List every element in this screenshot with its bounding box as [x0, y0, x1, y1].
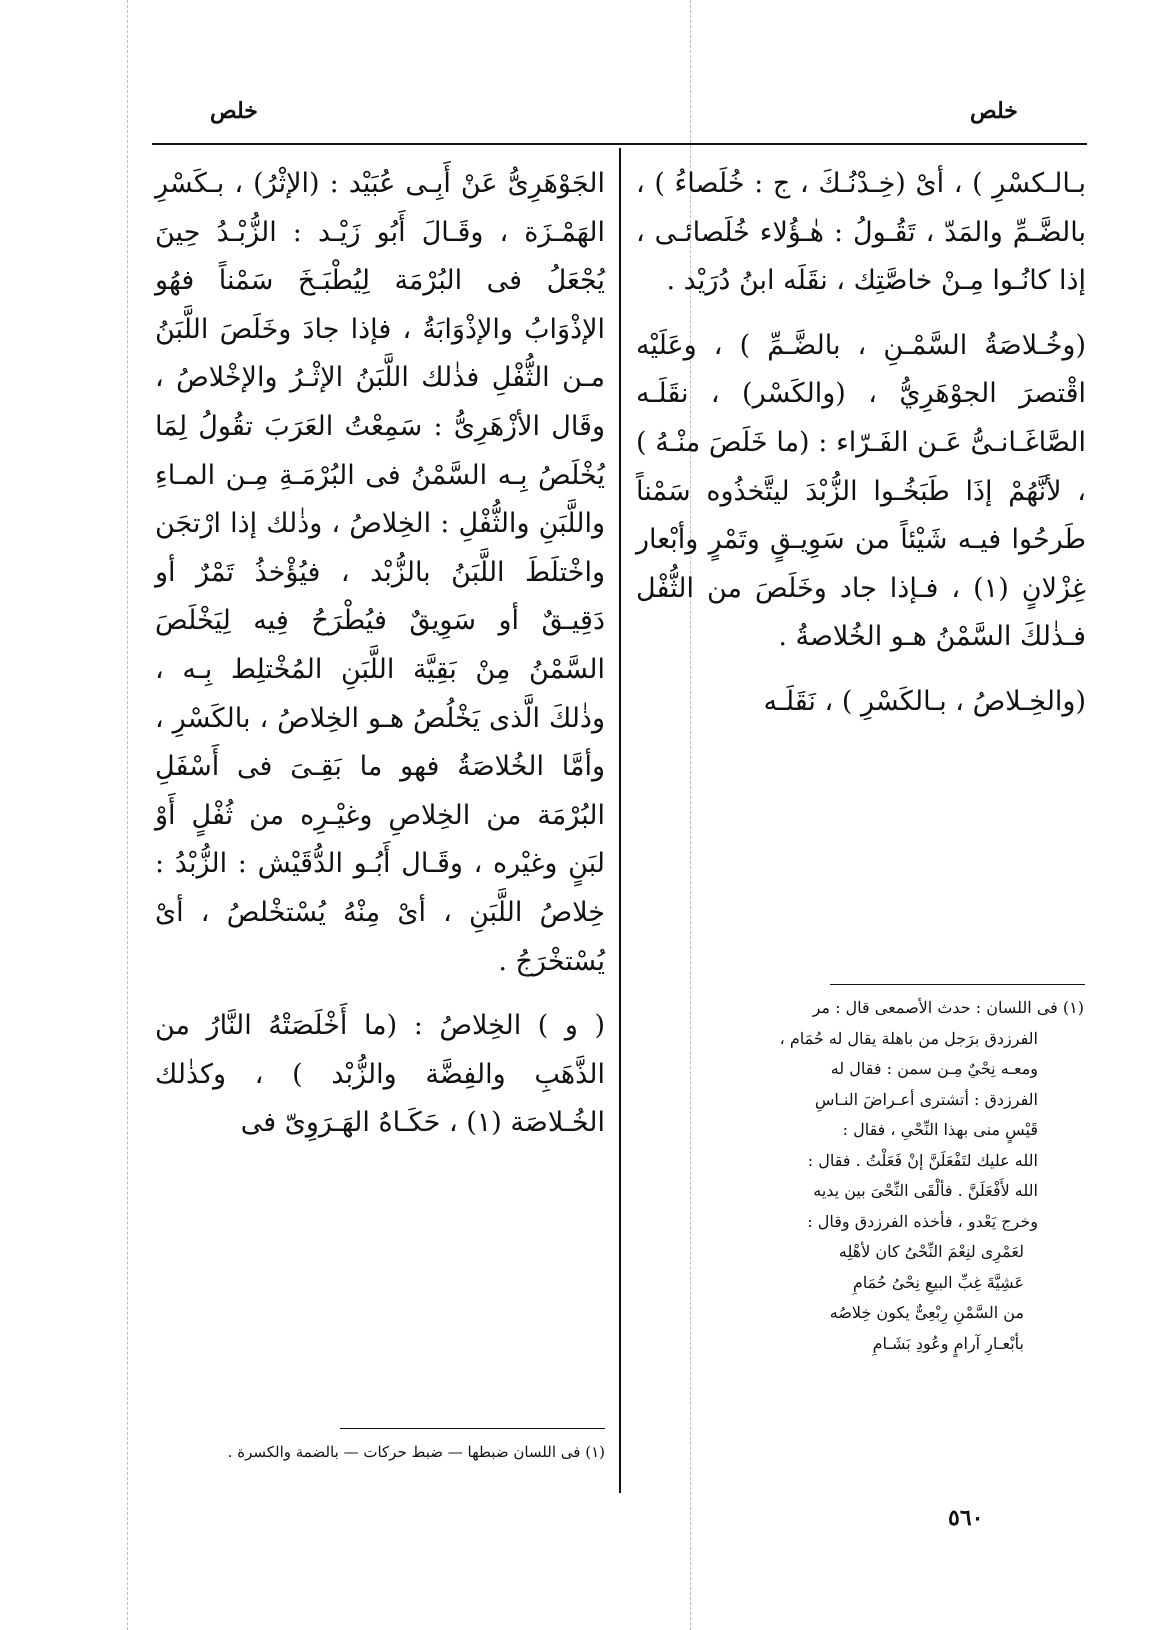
verse-line: من السَّمْنِ رِبْعِىٌّ يكون خِلاصُه: [829, 1303, 1024, 1322]
footnote-line: (١) فى اللسان : حدث الأصمعى قال : مر: [812, 998, 1084, 1017]
footnote-left: (١) فى اللسان ضبطها — ضبط حركات — بالضمة والكسرة .: [227, 1443, 605, 1461]
verse-line: لعَمْرِى لنِعْمَ النِّحْىُ كان لأهْلِه: [838, 1242, 1024, 1261]
left-column: [155, 160, 605, 1164]
paragraph: (وخُـلاصَةُ السَّمْـنِ ، بالضَّـمِّ ) ، وعَلَيْه اقْتصرَ الجوْهَرِيُّ ، (والكَسْر) ، نقَلَـه الصَّاغَـانـىُّ عَـن الفَـرّاء : (ما خَلَصَ منْـهُ ) ، لأنَّهُمْ إذَا طَبَخُـوا الزُّبْدَ ليتَّخذُوه سَمْناً طَرحُوا فيـه شَيْئاً من سَوِيـقٍ وتَمْرٍ وأبْعار غِزْلانٍ (١) ، فـإذا جاد وخَلَصَ من الثُّفْل فـذٰلكَ السَّمْنُ هـو الخُلاصةُ .: [636, 329, 1086, 653]
footnote-line: الفرزدق برَجل من باهلة يقال له حُمَام ،: [779, 1028, 1038, 1048]
footnote-rule: [340, 1428, 605, 1429]
footnote-line: وخرج يَعْدو ، فأخذه الفرزدق وقال :: [807, 1211, 1038, 1231]
scan-guide-line: [127, 0, 128, 1630]
running-head-right: خلص: [970, 98, 1018, 124]
footnote-rule: [830, 984, 1085, 985]
footnote-line: الله لأَفْعَلَنَّ . فألْقَى النِّحْىَ بين يديه: [813, 1181, 1038, 1200]
footnote-line: الفرزدق : أتشترى أعـراضَ النـاسِ: [814, 1089, 1038, 1109]
paragraph: بـالـكسْرِ ) ، أىْ (خِـدْنُـكَ ، ج : خُلَصاءُ ) ، بالضَّـمِّ والمَدّ ، تَقُـولُ : هٰـؤُلاء خُلَصائـى ، إذا كانُـوا مِـنْ خاصَّتِك ، نقَلَه ابنُ دُرَيْد .: [636, 168, 1086, 297]
footnote-line: قَيْسٍ منى بهذا النِّحْىِ ، فقال :: [842, 1120, 1038, 1139]
verse-line: بأبْعـارِ آرامٍ وعُودِ بَشَـامِ: [872, 1333, 1024, 1353]
header-rule: [152, 143, 1087, 145]
verse-line: عَشِيَّةَ غِبِّ البيعِ نِحْىُ حُمَامِ: [852, 1272, 1024, 1292]
paragraph: الجَوْهَرِىُّ عَنْ أَبِـى عُبَيْد : (الإثْرُ) ، بـكَسْرِ الهَمْـزَة ، وقَـالَ أَبُو زَيْـد : الزُّبْـدُ حِينَ يُجْعَلُ فى البُرْمَة لِيُطْبَـخَ سَمْناً فهُو الإذْوَابُ والإذْوَابَةُ ، فإذا جادَ وخَلَصَ اللَّبَنُ مـن الثُّفْلِ فذٰلك اللَّبَنُ الإثْـرُ والإخْلاصُ ، وقَال الأزْهَرِىُّ : سَمِعْتُ العَرَبَ تقُولُ لِمَا يُخْلَصُ بِـه السَّمْنُ فى البُرْمَـةِ مِـن المـاءِ واللَّبَنِ والثُّفْلِ : الخِلاصُ ، وذٰلك إذا ارْتجَن واخْتلَطَ اللَّبَنُ بالزُّبْد ، فيُؤْخذُ تَمْرٌ أو دَقِيـقٌ أو سَوِيقٌ فيُطْرَحُ فِيه لِيَخْلَصَ السَّمْنُ مِنْ بَقِيَّة اللَّبَنِ المُخْتلِط بِـه ، وذٰلكَ الَّذى يَخْلُصُ هـو الخِلاصُ ، بالكَسْرِ ، وأمَّا الخُلاصَةُ فهو ما بَقِـىَ فى أَسْفَلِ البُرْمَة من الخِلاصِ وغيْـرِه من ثُفْلٍ أَوْ لبَنٍ وغيْره ، وقَـال أَبُـو الدُّقَيْش : الزُّبْدُ : خِلاصُ اللَّبَنِ ، أىْ مِنْهُ يُسْتخْلصُ ، أىْ يُسْتخْرَجُ .: [155, 168, 605, 977]
paragraph: ( و ) الخِلاصُ : (ما أَخْلَصَتْهُ النَّارُ من الذَّهَبِ والفِضَّة والزُّبْد ) ، وكذٰلك الخُـلاصَة (١) ، حَكَـاهُ الهَـرَوِىّ فى: [155, 1010, 605, 1139]
right-column: [636, 160, 1086, 743]
footnote-right: [636, 993, 1084, 1359]
footnote-line: ومعـه نِحْيٌ مِـن سمن : فقال له: [830, 1059, 1038, 1078]
paragraph: (والخِـلاصُ ، بـالكَسْرِ ) ، نَقَلَـه: [763, 685, 1086, 717]
footnote-line: الله عليك لتَفْعَلَنَّ إنْ فَعَلْتُ . فقال :: [807, 1150, 1038, 1170]
running-head-left: خلص: [210, 98, 258, 124]
page-number: ٥٦٠: [948, 1505, 984, 1531]
column-divider: [619, 148, 621, 1493]
